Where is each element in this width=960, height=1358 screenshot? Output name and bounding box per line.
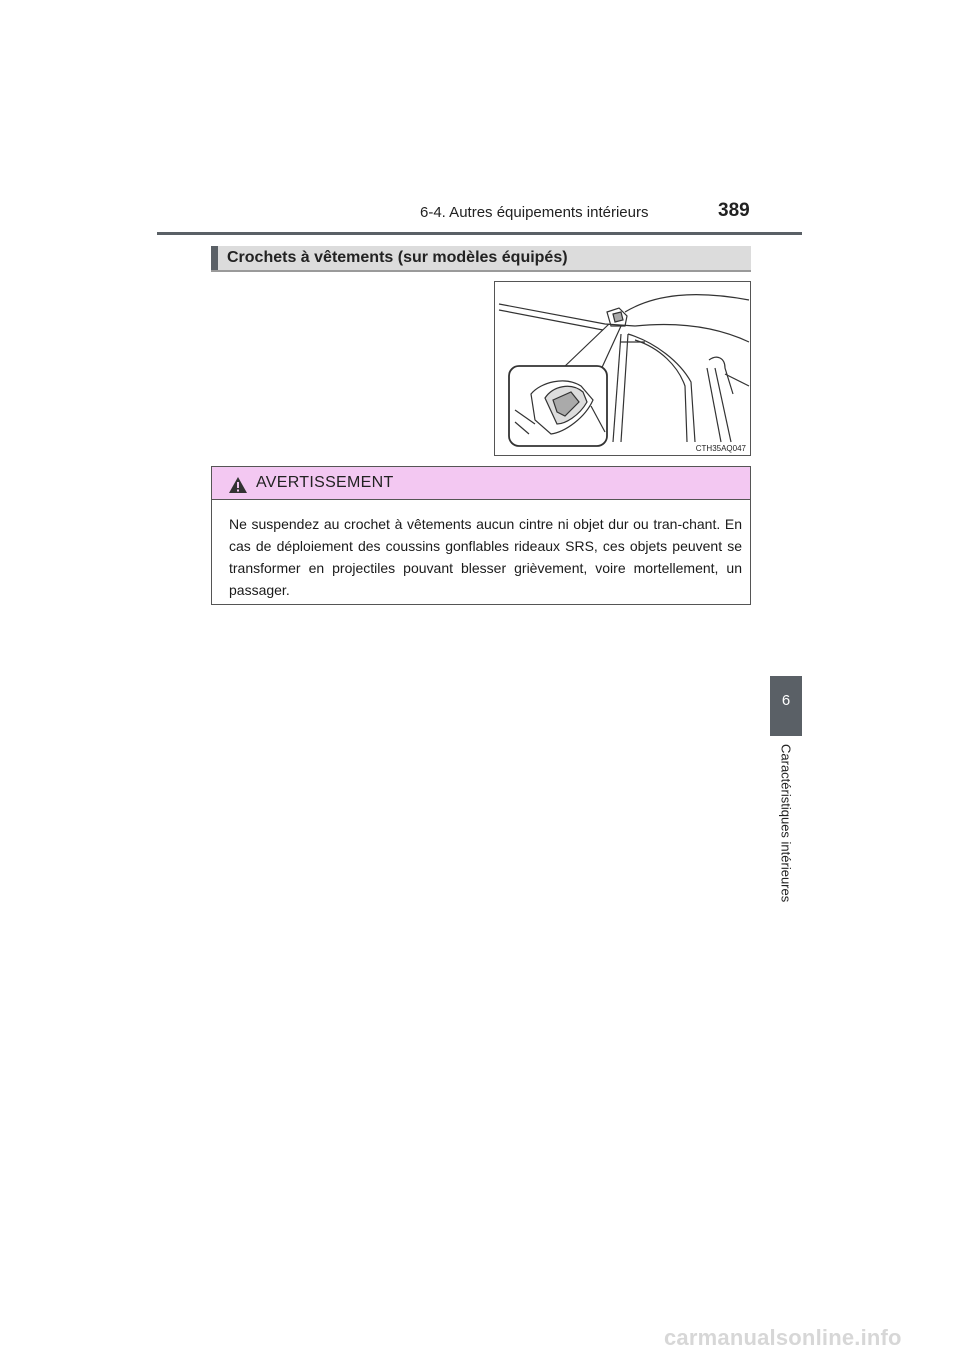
chapter-name: Caractéristiques intérieures — [778, 744, 794, 903]
warning-title: AVERTISSEMENT — [256, 474, 394, 491]
warning-box — [211, 466, 751, 605]
warning-triangle-icon — [228, 476, 248, 494]
section-heading-bar — [211, 246, 218, 270]
coat-hook-figure — [494, 281, 751, 456]
watermark: carmanualsonline.info — [664, 1325, 902, 1350]
chapter-number: 6 — [781, 692, 791, 709]
warning-header — [212, 467, 750, 500]
header-section-title: 6-4. Autres équipements intérieurs — [420, 204, 649, 221]
section-heading — [211, 246, 751, 272]
figure-code: CTH35AQ047 — [695, 444, 746, 453]
coat-hook-illustration — [495, 282, 750, 455]
warning-text: Ne suspendez au crochet à vêtements aucun cintre ni objet dur ou tran-chant. En cas de déploiement des coussins gonflables rideaux SRS, ces objets peuvent se transformer en projectiles pouvant blesser grièvement, voire mortellement, un passager. — [229, 516, 742, 598]
page-number: 389 — [718, 200, 750, 221]
header-rule — [157, 232, 802, 235]
chapter-tab — [770, 676, 802, 736]
section-heading-text: Crochets à vêtements (sur modèles équipés) — [227, 249, 568, 266]
